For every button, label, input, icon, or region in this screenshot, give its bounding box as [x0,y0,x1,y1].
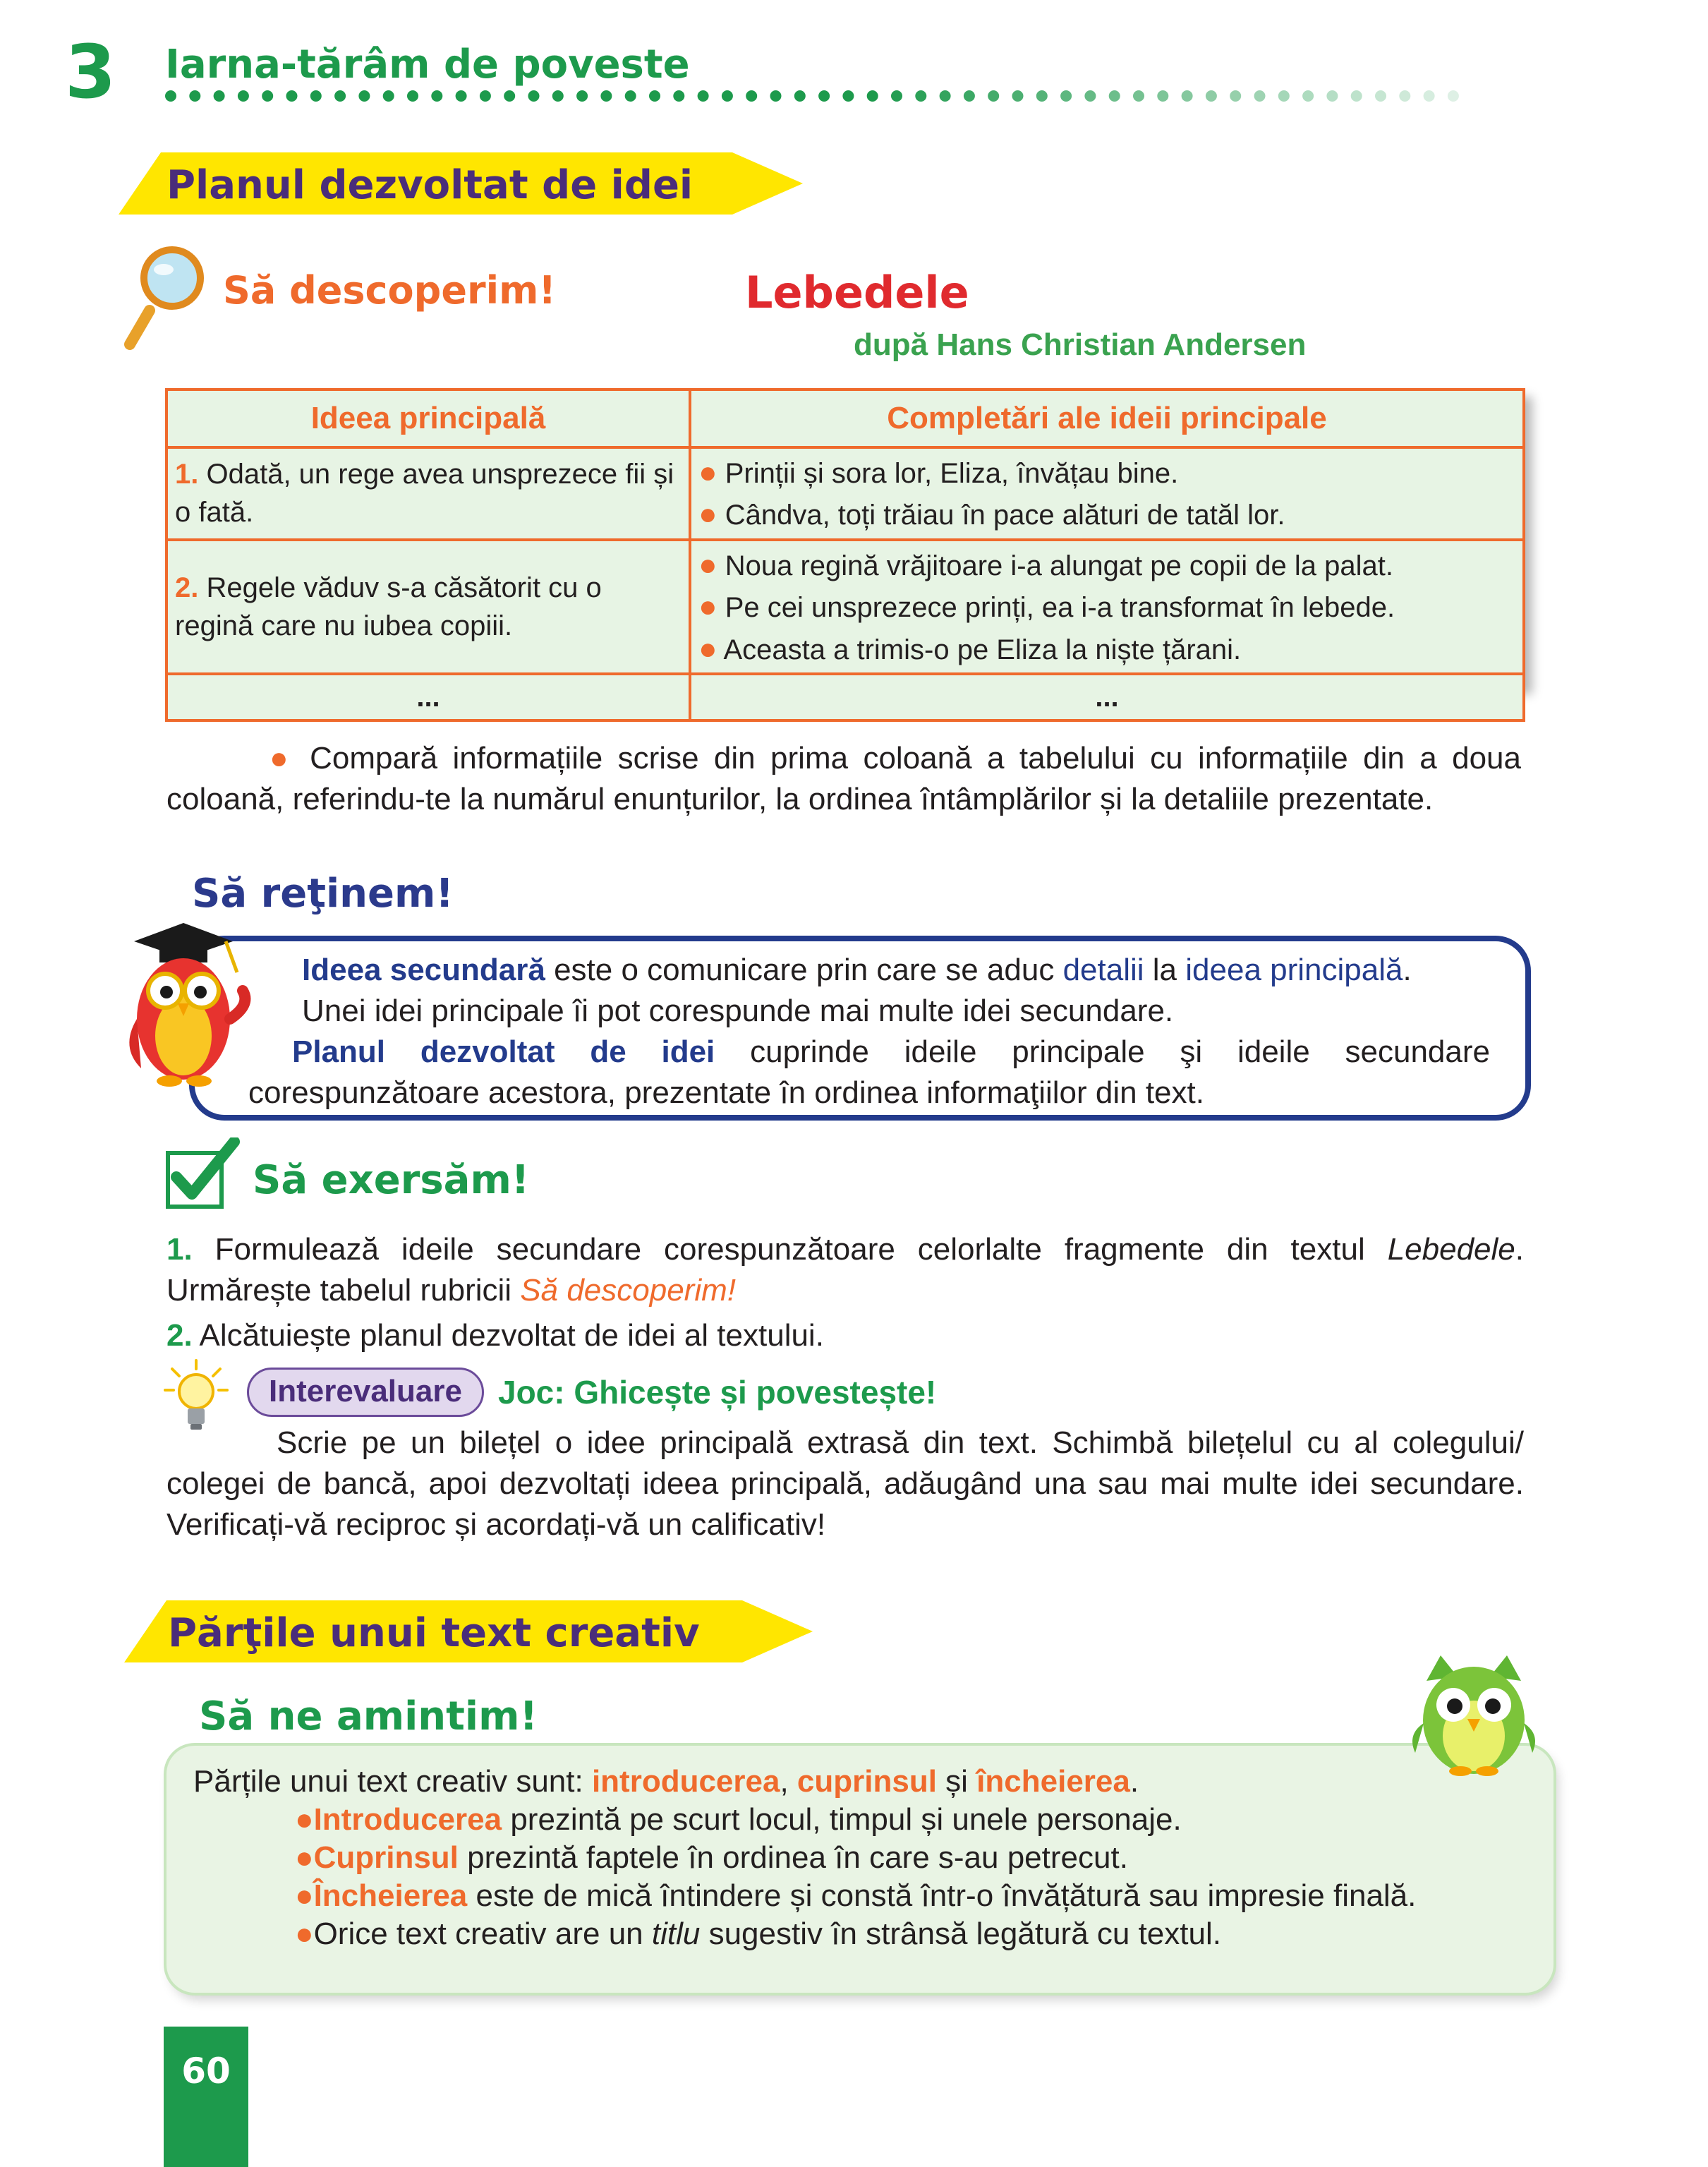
compare-instruction: ● Compară informațiile scrise din prima coloană a tabelului cu informațiile din a doua coloană, referindu-te la numărul enunțurilor, la ordinea întâmplărilor și la detaliile prezentate. [166,741,1521,816]
ellipsis-cell: ... [690,674,1524,720]
owl-green-icon [1405,1653,1542,1777]
header-dot [964,90,975,102]
header-dot [189,90,200,102]
table-row [166,540,1524,674]
retain-line-1: Ideea secundară este o comunicare prin care se aduc detalii la ideea principală. [302,953,1412,987]
row-number: 1. [175,459,199,490]
header-dot [1278,90,1290,102]
header-dot [1424,90,1435,102]
header-dot [1182,90,1193,102]
header-dot [1230,90,1241,102]
header-dot [480,90,491,102]
checkbox-check-icon [164,1137,241,1211]
header-dot [528,90,540,102]
page-number: 60 [181,2051,231,2091]
header-dot [1133,90,1144,102]
header-dot [1254,90,1266,102]
remind-heading: Să ne amintim! [199,1694,538,1739]
header-dot [504,90,515,102]
bullet-icon: ● [698,547,717,582]
exercise-item-1: 1. Formulează ideile secundare corespunzătoare celorlalte fragmente din textul Lebedele. Urmărește tabelul rubricii Să descoperim! [166,1232,1524,1308]
page-number-tab [164,2027,248,2167]
header-dot [1399,90,1410,102]
header-dot [431,90,442,102]
header-dot [1351,90,1362,102]
header-dot [407,90,418,102]
interevaluare-badge: Interevaluare [247,1368,484,1417]
header-dot [915,90,926,102]
detail-item: ● Prinții și sora lor, Eliza, învățau bine. [698,455,1179,490]
retain-line-2: Unei idei principale îi pot corespunde mai multe idei secundare. [302,994,1174,1028]
banner-title: Părţile unui text creativ [168,1610,700,1656]
bullet-icon: ● [295,1840,314,1875]
banner-title: Planul dezvoltat de idei [166,162,694,208]
header-dot [1109,90,1120,102]
detail-item: ● Aceasta a trimis-o pe Eliza la niște țărani. [698,631,1242,666]
column-header-details: Completări ale ideii principale [690,390,1524,447]
header-dot [794,90,806,102]
header-dot [310,90,322,102]
column-header-main-idea: Ideea principală [166,390,690,447]
header-dot [818,90,830,102]
bullet-icon: ● [295,1917,314,1951]
header-dot [165,90,176,102]
game-instructions: Scrie pe un bilețel o idee principală extrasă din text. Schimbă bilețelul cu al colegului/ colegei de bancă, apoi dezvoltați ideea principală, adăugând una sau mai multe idei secundare. Verificați-vă reciproc și acordați-vă un calificativ! [166,1425,1524,1542]
story-author: după Hans Christian Andersen [854,327,1307,362]
lightbulb-icon [164,1359,229,1432]
section-banner-creative-text [124,1600,813,1662]
header-dot [940,90,951,102]
header-dot [1157,90,1168,102]
header-dot [552,90,564,102]
header-dot [673,90,684,102]
table-row [166,447,1524,540]
unit-title: Iarna-tărâm de poveste [165,42,690,87]
detail-item: ● Noua regină vrăjitoare i-a alungat pe copii de la palat. [698,547,1393,582]
header-dot [1060,90,1072,102]
creative-text-intro: Părțile unui text creativ sunt: introducerea, cuprinsul și încheierea. [193,1764,1139,1799]
header-dot [286,90,298,102]
header-dot [842,90,854,102]
ellipsis-cell: ... [166,674,690,720]
header-dot [334,90,346,102]
retain-heading: Să reţinem! [192,871,454,917]
detail-item: ● Pe cei unsprezece prinți, ea i-a transformat în lebede. [698,589,1395,624]
bullet-icon: ● [295,1802,314,1837]
header-dot [988,90,999,102]
list-item: ●Cuprinsul prezintă faptele în ordinea în care s-au petrecut. [295,1840,1128,1875]
header-dot [698,90,709,102]
unit-number: 3 [65,29,116,115]
discover-heading: Să descoperim! [223,268,556,313]
list-item: ●Orice text creativ are un titlu sugestiv în strânsă legătură cu textul. [295,1917,1221,1951]
exercise-item-2: 2. Alcătuiește planul dezvoltat de idei al textului. [166,1318,824,1353]
magnifier-icon [121,246,213,351]
header-dot [1012,90,1024,102]
header-dot [576,90,588,102]
header-dot [770,90,782,102]
header-dot [1036,90,1048,102]
ideas-table [165,388,1525,713]
exercise-heading: Să exersăm! [253,1157,530,1203]
header-dot [1375,90,1386,102]
header-dot [262,90,273,102]
header-dot [867,90,878,102]
owl-teacher-icon [113,913,254,1097]
bullet-icon: ● [269,741,295,775]
main-idea-text: Odată, un rege avea unsprezece fii și o fată. [175,459,674,529]
header-dot [649,90,660,102]
main-idea-text: Regele văduv s-a căsătorit cu o regină care nu iubea copiii. [175,572,602,641]
game-title: Joc: Ghicește și povestește! [498,1374,937,1411]
header-dot [746,90,757,102]
detail-item: ● Cândva, toți trăiau în pace alături de tatăl lor. [698,497,1285,532]
list-item: ●Introducerea prezintă pe scurt locul, timpul și unele personaje. [295,1802,1182,1837]
header-dot [214,90,225,102]
header-dot [358,90,370,102]
header-dot [1448,90,1459,102]
table-row [166,674,1524,720]
story-title: Lebedele [745,267,969,318]
header-dot [1084,90,1096,102]
header-dot [383,90,394,102]
bullet-icon: ● [295,1878,314,1913]
row-number: 2. [175,572,199,603]
bullet-icon: ● [698,589,717,624]
bullet-icon: ● [698,631,717,666]
retain-line-3: Planul dezvoltat de idei cuprinde ideile principale şi ideile secundare corespunzătoare acestora, prezentate în ordinea informaţiilor din text. [248,1034,1490,1110]
header-dot [1326,90,1338,102]
header-dot-line [164,87,1476,104]
section-banner-plan [119,152,803,215]
header-dot [600,90,612,102]
header-dot [722,90,733,102]
header-dot [625,90,636,102]
list-item: ●Încheierea este de mică întindere și constă într-o învățătură sau impresie finală. [295,1878,1417,1913]
header-dot [891,90,902,102]
header-dot [1206,90,1217,102]
header-dot [238,90,249,102]
bullet-icon: ● [698,455,717,490]
header-dot [456,90,467,102]
bullet-icon: ● [698,497,717,532]
header-dot [1302,90,1314,102]
